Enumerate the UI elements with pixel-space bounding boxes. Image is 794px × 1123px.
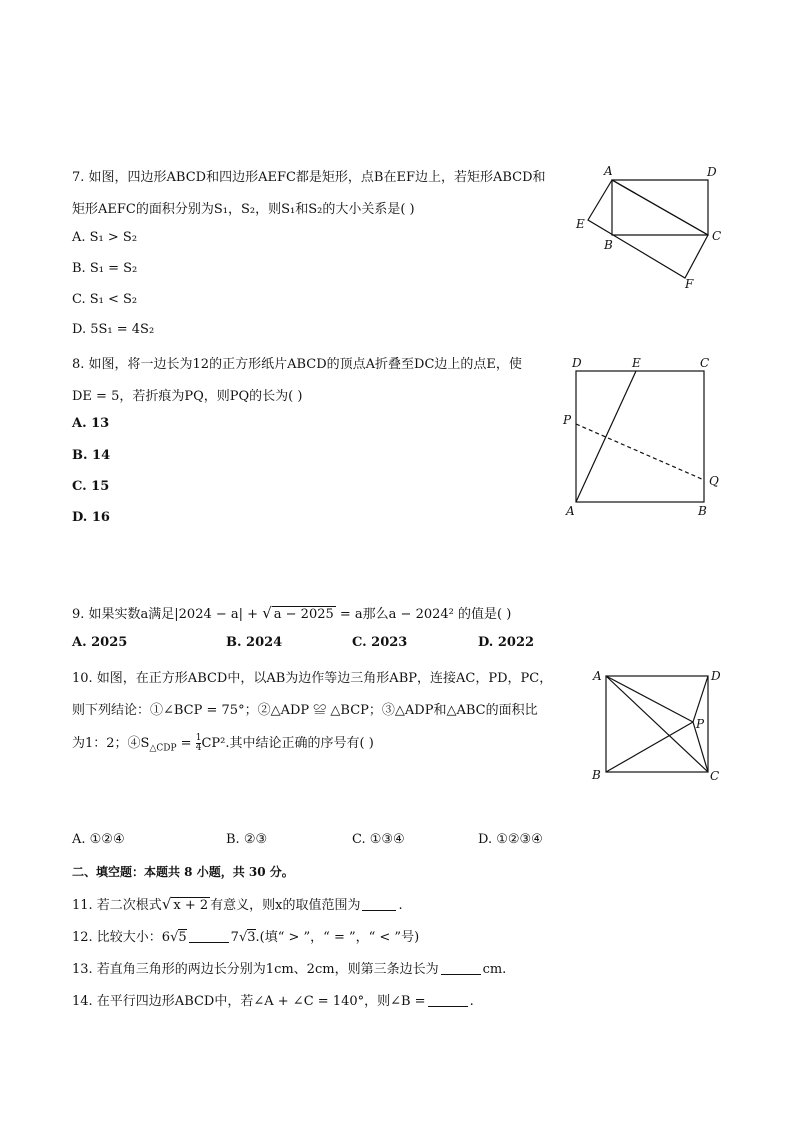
q7-label-f: F <box>685 277 694 291</box>
q9-option-d: D. 2022 <box>478 635 535 650</box>
q7-stem-line2: 矩形AEFC的面积分别为S₁，S₂，则S₁和S₂的大小关系是( ) <box>72 202 415 217</box>
q10-line3-eq: = <box>176 736 196 751</box>
q10-option-b: B. ②③ <box>226 832 268 847</box>
q7-label-e: E <box>576 217 585 231</box>
q10-stem-line3 <box>72 732 374 754</box>
q13-pre: 13. 若直角三角形的两边长分别为1cm、2cm，则第三条边长为 <box>72 962 439 977</box>
q11-pre: 11. 若二次根式 <box>72 898 162 913</box>
q9-stem <box>72 603 511 622</box>
q8-option-b: B. 14 <box>72 448 111 463</box>
q10-frac-num: 1 <box>195 733 202 743</box>
q10-label-a: A <box>593 669 602 683</box>
q11-answer-blank[interactable] <box>362 909 396 911</box>
section2-heading: 二、填空题：本题共 8 小题，共 30 分。 <box>72 865 294 879</box>
q9-option-b: B. 2024 <box>226 635 283 650</box>
q8-label-b: B <box>698 504 707 518</box>
q8-stem-line2: DE = 5，若折痕为PQ，则PQ的长为( ) <box>72 389 303 404</box>
q10-line3-sub: △CDP <box>149 743 177 754</box>
q7-option-d: D. 5S₁ = 4S₂ <box>72 322 155 337</box>
q10-pd <box>693 676 708 722</box>
q14-answer-blank[interactable] <box>428 1005 468 1007</box>
q12-mid: 7 <box>230 930 239 945</box>
q8-figure <box>558 352 728 522</box>
q11-post: 有意义，则x的取值范围为 <box>210 898 361 913</box>
q12-post: .(填“ > ”，“ = ”，“ < ”号) <box>255 930 420 945</box>
q10-option-c: C. ①③④ <box>352 832 405 847</box>
q12-sqrt-sign-2: √ <box>238 930 248 945</box>
q9-stem-post: = a那么a − 2024² 的值是( ) <box>335 607 512 622</box>
q7-figure <box>570 160 730 295</box>
q10-label-p: P <box>696 717 705 731</box>
q7-diagonal-ac <box>612 180 708 235</box>
q10-option-d: D. ①②③④ <box>478 832 543 847</box>
q7-option-b: B. S₁ = S₂ <box>72 261 138 276</box>
q8-label-c: C <box>700 356 710 370</box>
q12-radicand-2: 3 <box>247 930 256 945</box>
q10-label-b: B <box>592 768 601 782</box>
q10-ac <box>606 676 708 772</box>
q12-sqrt-sign-1: √ <box>170 930 179 945</box>
q7-option-c: C. S₁ < S₂ <box>72 292 138 307</box>
q7-label-b: B <box>604 238 613 252</box>
q9-option-a: A. 2025 <box>72 635 128 650</box>
q8-crease-pq <box>576 424 704 480</box>
q9-sqrt-sign: √ <box>262 604 272 622</box>
q10-label-c: C <box>710 769 720 783</box>
q7-rect-aefc <box>588 180 708 278</box>
q11-sqrt-sign: √ <box>161 895 172 913</box>
q7-option-a: A. S₁ > S₂ <box>72 230 138 245</box>
q9-option-c: C. 2023 <box>352 635 408 650</box>
q14-post: . <box>469 994 474 1009</box>
q8-square-abcd <box>576 371 704 502</box>
q8-label-e: E <box>632 356 641 370</box>
q8-label-a: A <box>566 504 575 518</box>
q10-option-a: A. ①②④ <box>72 832 125 847</box>
q7-label-d: D <box>707 165 717 179</box>
q9-stem-pre: 9. 如果实数a满足|2024 − a| + <box>72 607 263 622</box>
q13-post: cm. <box>482 962 507 977</box>
q10-label-d: D <box>711 669 721 683</box>
q12 <box>72 926 419 945</box>
q8-option-a: A. 13 <box>72 416 110 431</box>
q8-label-d: D <box>572 356 582 370</box>
q7-stem-line1: 7. 如图，四边形ABCD和四边形AEFC都是矩形，点B在EF边上，若矩形ABCD和 <box>72 170 546 185</box>
q10-frac-den: 4 <box>195 743 202 753</box>
q7-label-c: C <box>712 229 722 243</box>
q9-radicand: a − 2025 <box>273 607 334 622</box>
q12-answer-blank[interactable] <box>189 941 229 943</box>
q11-radicand: x + 2 <box>173 898 209 913</box>
q10-stem-line1: 10. 如图，在正方形ABCD中，以AB为边作等边三角形ABP，连接AC，PD，PC， <box>72 671 553 686</box>
q8-label-q: Q <box>709 474 719 488</box>
q10-stem-line2: 则下列结论：①∠BCP = 75°；②△ADP ≌ △BCP；③△ADP和△ABC的面积比 <box>72 703 538 718</box>
q10-bp <box>606 722 693 772</box>
q7-label-a: A <box>604 164 613 178</box>
q8-option-c: C. 15 <box>72 479 110 494</box>
q14 <box>72 990 474 1009</box>
q12-radicand-1: 5 <box>178 930 187 945</box>
q12-pre: 12. 比较大小：6 <box>72 930 171 945</box>
q10-figure <box>588 666 728 786</box>
q10-line3-post: CP².其中结论正确的序号有( ) <box>201 736 374 751</box>
q10-ap <box>606 676 693 722</box>
q13 <box>72 958 506 977</box>
q8-option-d: D. 16 <box>72 510 110 525</box>
q10-line3-pre: 为1：2；④S <box>72 736 150 751</box>
q11-end: . <box>398 898 403 913</box>
q8-fold-ae <box>576 371 636 502</box>
q11 <box>72 894 403 913</box>
q13-answer-blank[interactable] <box>441 973 481 975</box>
q8-stem-line1: 8. 如图，将一边长为12的正方形纸片ABCD的顶点A折叠至DC边上的点E，使 <box>72 357 522 372</box>
q8-label-p: P <box>563 413 572 427</box>
q14-pre: 14. 在平行四边形ABCD中，若∠A + ∠C = 140°，则∠B = <box>72 994 426 1009</box>
